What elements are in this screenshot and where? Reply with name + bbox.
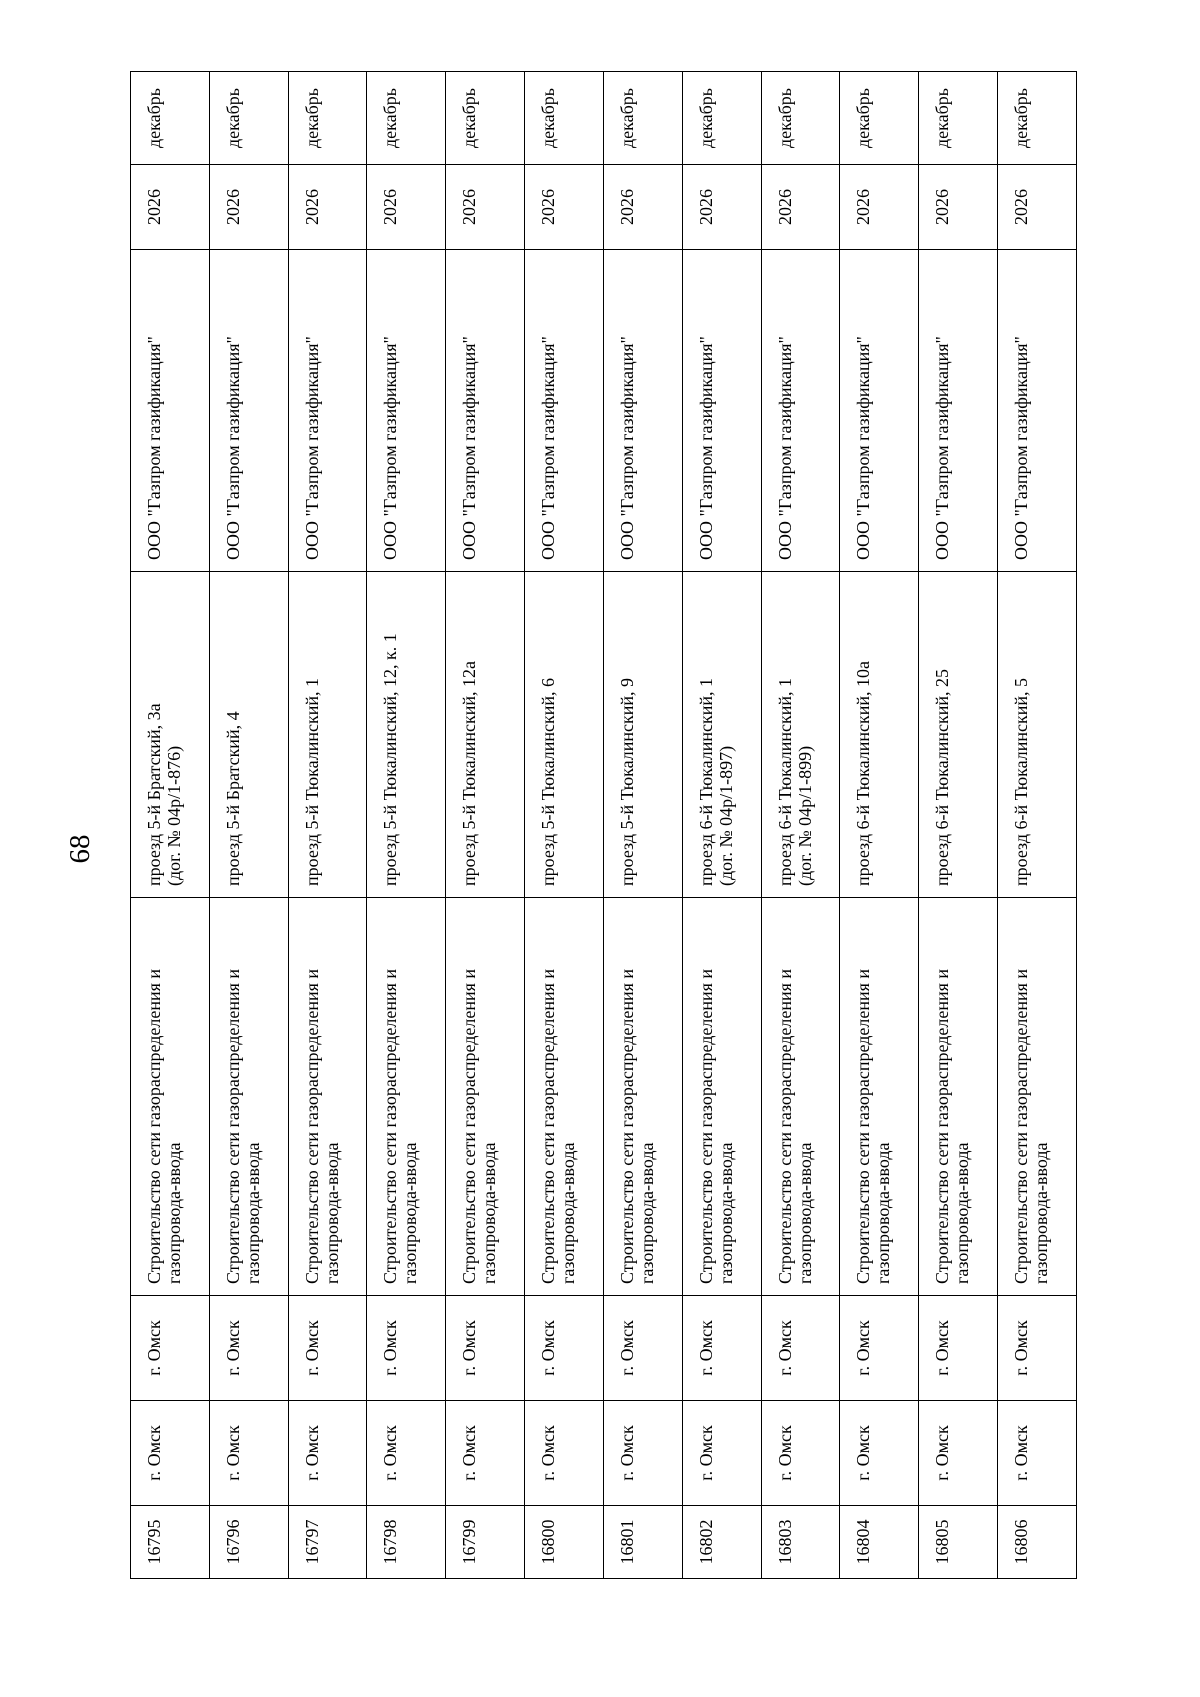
organization-cell: ООО "Газпром газификация" [288, 250, 367, 572]
address-text: проезд 5-й Братский, 3а [144, 703, 164, 886]
year-cell: 2026 [919, 165, 998, 250]
work-description-cell: Строительство сети газораспределения и газопровода-ввода [288, 898, 367, 1296]
month-cell: декабрь [840, 72, 919, 165]
address-text: проезд 5-й Братский, 4 [222, 711, 243, 886]
organization-cell: ООО "Газпром газификация" [209, 250, 288, 572]
city-cell: г. Омск [840, 1296, 919, 1401]
address-text: проезд 6-й Тюкалинский, 10а [853, 660, 874, 886]
address-text: проезд 5-й Тюкалинский, 1 [301, 677, 322, 886]
work-description-cell: Строительство сети газораспределения и газопровода-ввода [919, 898, 998, 1296]
address-cell [446, 572, 525, 898]
table-row [367, 72, 446, 1579]
address-cell [840, 572, 919, 898]
month-cell: декабрь [603, 72, 682, 165]
address-text: проезд 5-й Тюкалинский, 9 [616, 677, 637, 886]
address-text: проезд 6-й Тюкалинский, 5 [1011, 677, 1032, 886]
contract-note: (дог. № 04р/1-899) [794, 745, 815, 886]
organization-cell: ООО "Газпром газификация" [682, 250, 761, 572]
year-cell: 2026 [761, 165, 840, 250]
month-cell: декабрь [998, 72, 1077, 165]
address-cell [288, 572, 367, 898]
organization-cell: ООО "Газпром газификация" [840, 250, 919, 572]
city-cell: г. Омск [761, 1296, 840, 1401]
month-cell: декабрь [367, 72, 446, 165]
row-id-cell: 16803 [761, 1506, 840, 1579]
table-row [919, 72, 998, 1579]
row-id-cell: 16801 [603, 1506, 682, 1579]
year-cell: 2026 [998, 165, 1077, 250]
district-cell: г. Омск [288, 1401, 367, 1506]
city-cell: г. Омск [209, 1296, 288, 1401]
table-row [603, 72, 682, 1579]
district-cell: г. Омск [209, 1401, 288, 1506]
month-cell: декабрь [919, 72, 998, 165]
table-row [998, 72, 1077, 1579]
address-text: проезд 6-й Тюкалинский, 1 [774, 677, 795, 886]
gasification-table [130, 71, 1077, 1579]
row-id-cell: 16797 [288, 1506, 367, 1579]
district-cell: г. Омск [446, 1401, 525, 1506]
organization-cell: ООО "Газпром газификация" [603, 250, 682, 572]
year-cell: 2026 [603, 165, 682, 250]
table-row [525, 72, 604, 1579]
organization-cell: ООО "Газпром газификация" [919, 250, 998, 572]
city-cell: г. Омск [288, 1296, 367, 1401]
table-row [209, 72, 288, 1579]
table-row [288, 72, 367, 1579]
row-id-cell: 16805 [919, 1506, 998, 1579]
month-cell: декабрь [525, 72, 604, 165]
address-text: проезд 5-й Тюкалинский, 12, к. 1 [380, 633, 401, 886]
district-cell: г. Омск [840, 1401, 919, 1506]
address-cell [761, 572, 840, 898]
row-id-cell: 16795 [131, 1506, 210, 1579]
year-cell: 2026 [367, 165, 446, 250]
district-cell: г. Омск [525, 1401, 604, 1506]
year-cell: 2026 [288, 165, 367, 250]
district-cell: г. Омск [682, 1401, 761, 1506]
address-cell [367, 572, 446, 898]
organization-cell: ООО "Газпром газификация" [761, 250, 840, 572]
address-cell [209, 572, 288, 898]
organization-cell: ООО "Газпром газификация" [446, 250, 525, 572]
month-cell: декабрь [131, 72, 210, 165]
work-description-cell: Строительство сети газораспределения и газопровода-ввода [367, 898, 446, 1296]
contract-note: (дог. № 04р/1-876) [164, 745, 184, 886]
work-description-cell: Строительство сети газораспределения и газопровода-ввода [998, 898, 1077, 1296]
work-description-cell: Строительство сети газораспределения и газопровода-ввода [682, 898, 761, 1296]
work-description-cell: Строительство сети газораспределения и газопровода-ввода [131, 898, 210, 1296]
address-cell [682, 572, 761, 898]
address-cell [998, 572, 1077, 898]
year-cell: 2026 [446, 165, 525, 250]
address-cell [131, 572, 210, 898]
year-cell: 2026 [525, 165, 604, 250]
district-cell: г. Омск [919, 1401, 998, 1506]
work-description-cell: Строительство сети газораспределения и газопровода-ввода [761, 898, 840, 1296]
year-cell: 2026 [840, 165, 919, 250]
work-description-cell: Строительство сети газораспределения и газопровода-ввода [525, 898, 604, 1296]
district-cell: г. Омск [131, 1401, 210, 1506]
organization-cell: ООО "Газпром газификация" [131, 250, 210, 572]
work-description-cell: Строительство сети газораспределения и газопровода-ввода [840, 898, 919, 1296]
month-cell: декабрь [682, 72, 761, 165]
row-id-cell: 16800 [525, 1506, 604, 1579]
month-cell: декабрь [209, 72, 288, 165]
work-description-cell: Строительство сети газораспределения и газопровода-ввода [603, 898, 682, 1296]
month-cell: декабрь [288, 72, 367, 165]
district-cell: г. Омск [761, 1401, 840, 1506]
city-cell: г. Омск [603, 1296, 682, 1401]
address-text: проезд 5-й Тюкалинский, 6 [538, 677, 559, 886]
year-cell: 2026 [131, 165, 210, 250]
district-cell: г. Омск [998, 1401, 1077, 1506]
row-id-cell: 16799 [446, 1506, 525, 1579]
work-description-cell: Строительство сети газораспределения и газопровода-ввода [446, 898, 525, 1296]
row-id-cell: 16796 [209, 1506, 288, 1579]
organization-cell: ООО "Газпром газификация" [525, 250, 604, 572]
organization-cell: ООО "Газпром газификация" [998, 250, 1077, 572]
table-row [840, 72, 919, 1579]
row-id-cell: 16806 [998, 1506, 1077, 1579]
address-text: проезд 5-й Тюкалинский, 12а [459, 660, 480, 886]
work-description-cell: Строительство сети газораспределения и газопровода-ввода [209, 898, 288, 1296]
year-cell: 2026 [682, 165, 761, 250]
row-id-cell: 16804 [840, 1506, 919, 1579]
row-id-cell: 16798 [367, 1506, 446, 1579]
row-id-cell: 16802 [682, 1506, 761, 1579]
page-number: 68 [64, 834, 96, 864]
address-cell [603, 572, 682, 898]
city-cell: г. Омск [131, 1296, 210, 1401]
city-cell: г. Омск [998, 1296, 1077, 1401]
district-cell: г. Омск [603, 1401, 682, 1506]
address-cell [919, 572, 998, 898]
table-row [682, 72, 761, 1579]
table-row [131, 72, 210, 1579]
month-cell: декабрь [761, 72, 840, 165]
month-cell: декабрь [446, 72, 525, 165]
address-cell [525, 572, 604, 898]
table-body [131, 72, 1077, 1579]
district-cell: г. Омск [367, 1401, 446, 1506]
table-container [130, 88, 1077, 1579]
table-row [446, 72, 525, 1579]
city-cell: г. Омск [446, 1296, 525, 1401]
table-row [761, 72, 840, 1579]
organization-cell: ООО "Газпром газификация" [367, 250, 446, 572]
address-text: проезд 6-й Тюкалинский, 1 [695, 677, 716, 886]
city-cell: г. Омск [525, 1296, 604, 1401]
contract-note: (дог. № 04р/1-897) [715, 745, 736, 886]
address-text: проезд 6-й Тюкалинский, 25 [932, 668, 953, 886]
city-cell: г. Омск [919, 1296, 998, 1401]
city-cell: г. Омск [367, 1296, 446, 1401]
year-cell: 2026 [209, 165, 288, 250]
city-cell: г. Омск [682, 1296, 761, 1401]
